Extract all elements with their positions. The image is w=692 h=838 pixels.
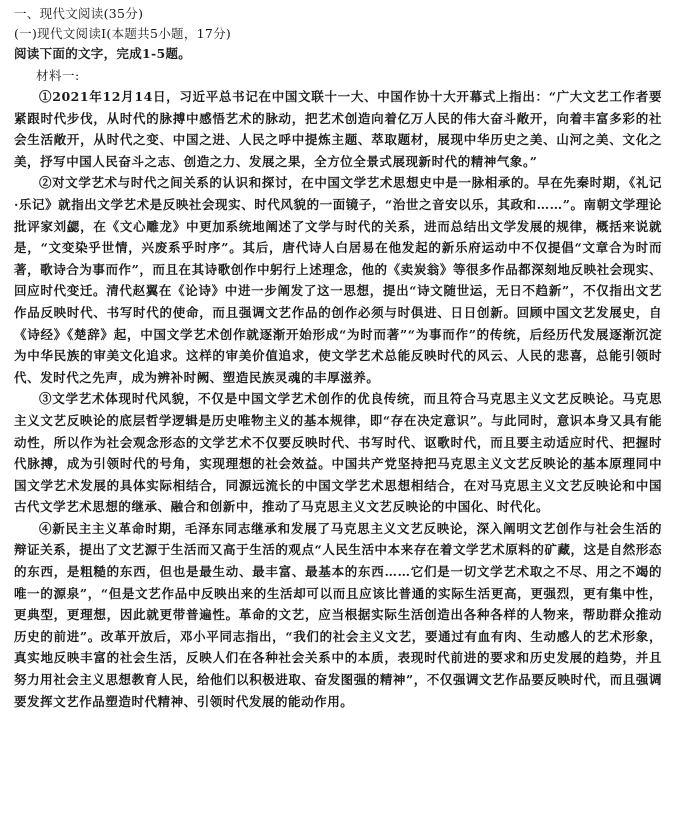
instruction: 阅读下面的文字，完成1-5题。 bbox=[14, 46, 192, 61]
paragraph-1: ①2021年12月14日，习近平总书记在中国文联十一大、中国作协十大开幕式上指出：“广大文艺工作者要紧跟时代步伐，从时代的脉搏中感悟艺术的脉动，把艺术创造向着亿万人民的伟大奋斗敞开，向着丰富多彩的社会生活敞开，从时代之变、中国之进、人民之呼中提炼主题、萃取题材，展现中华历史之美、山河之美、文化之美，抒写中国人民奋斗之志、创造之力、发展之果，全方位全景式展现新时代的精神气象。” bbox=[14, 89, 662, 169]
paragraph-3: ③文学艺术体现时代风貌，不仅是中国文学艺术创作的优良传统，而且符合马克思主义文艺反映论。马克思主义文艺反映论的底层哲学逻辑是历史唯物主义的基本规律，即“存在决定意识”。与此同时，意识本身又具有能动性，所以作为社会观念形态的文学艺术不仅要反映时代、书写时代、讴歌时代，而且要主动适应时代、把握时代脉搏，成为引领时代的号角，实现理想的社会效益。中国共产党坚持把马克思主义文艺反映论的基本原理同中国文学艺术发展的具体实际相结合，同源远流长的中国文学艺术思想相结合，在对马克思主义文艺反映论和中国古代文学艺术思想的继承、融合和创新中，推动了马克思主义文艺反映论的中国化、时代化。 bbox=[14, 391, 662, 515]
material-label: 材料一: bbox=[36, 68, 80, 83]
section-title: 一、现代文阅读(35分) bbox=[14, 6, 144, 21]
paragraph-4: ④新民主主义革命时期，毛泽东同志继承和发展了马克思主义文艺反映论，深入阐明文艺创作与社会生活的辩证关系，提出了文艺源于生活而又高于生活的观点“人民生活中本来存在着文学艺术原料的矿藏，这是自然形态的东西，是粗糙的东西，但也是最生动、最丰富、最基本的东西……它们是一切文学艺术取之不尽、用之不竭的唯一的源泉”，“但是文艺作品中反映出来的生活却可以而且应该比普通的实际生活更高，更强烈，更有集中性，更典型，更理想，因此就更带普遍性。革命的文艺，应当根据实际生活创造出各种各样的人物来，帮助群众推动历史的前进”。改革开放后，邓小平同志指出，“我们的社会主义文艺，要通过有血有肉、生动感人的艺术形象，真实地反映丰富的社会生活，反映人们在各种社会关系中的本质，表现时代前进的要求和历史发展的趋势，并且努力用社会主义思想教育人民，给他们以积极进取、奋发图强的精神”，不仅强调文艺作品要反映时代，而且强调要发挥文艺作品塑造时代精神、引领时代发展的能动作用。 bbox=[14, 520, 662, 709]
paragraph-2: ②对文学艺术与时代之间关系的认识和探讨，在中国文学艺术思想史中是一脉相承的。早在先秦时期，《礼记·乐记》就指出文学艺术是反映社会现实、时代风貌的一面镜子，“治世之音安以乐，其政和……”。南朝文学理论批评家刘勰，在《文心雕龙》中更加系统地阐述了文学与时代的关系，进而总结出文学发展的规律，概括来说就是，“文变染乎世情，兴废系乎时序”。其后，唐代诗人白居易在他发起的新乐府运动中不仅提倡“文章合为时而著，歌诗合为事而作”，而且在其诗歌创作中躬行上述理念，他的《卖炭翁》等很多作品都深刻地反映社会现实、回应时代变迁。清代赵翼在《论诗》中进一步阐发了这一思想，提出“诗文随世运，无日不趋新”，不仅指出文艺作品反映时代、书写时代的使命，而且强调文艺作品的创作必须与时俱进、日日创新。回顾中国文艺发展史，自《诗经》《楚辞》起，中国文学艺术创作就逐渐开始形成“为时而著”“为事而作”的传统，后经历代发展逐渐沉淀为中华民族的审美文化追求。这样的审美价值追求，使文学艺术总能反映时代的风云、人民的悲喜，总能引领时代、发时代之先声，成为辨补时阙、塑造民族灵魂的丰厚滋养。 bbox=[14, 175, 662, 385]
subsection-title: (一)现代文阅读Ⅰ(本题共5小题，17分) bbox=[14, 26, 232, 41]
